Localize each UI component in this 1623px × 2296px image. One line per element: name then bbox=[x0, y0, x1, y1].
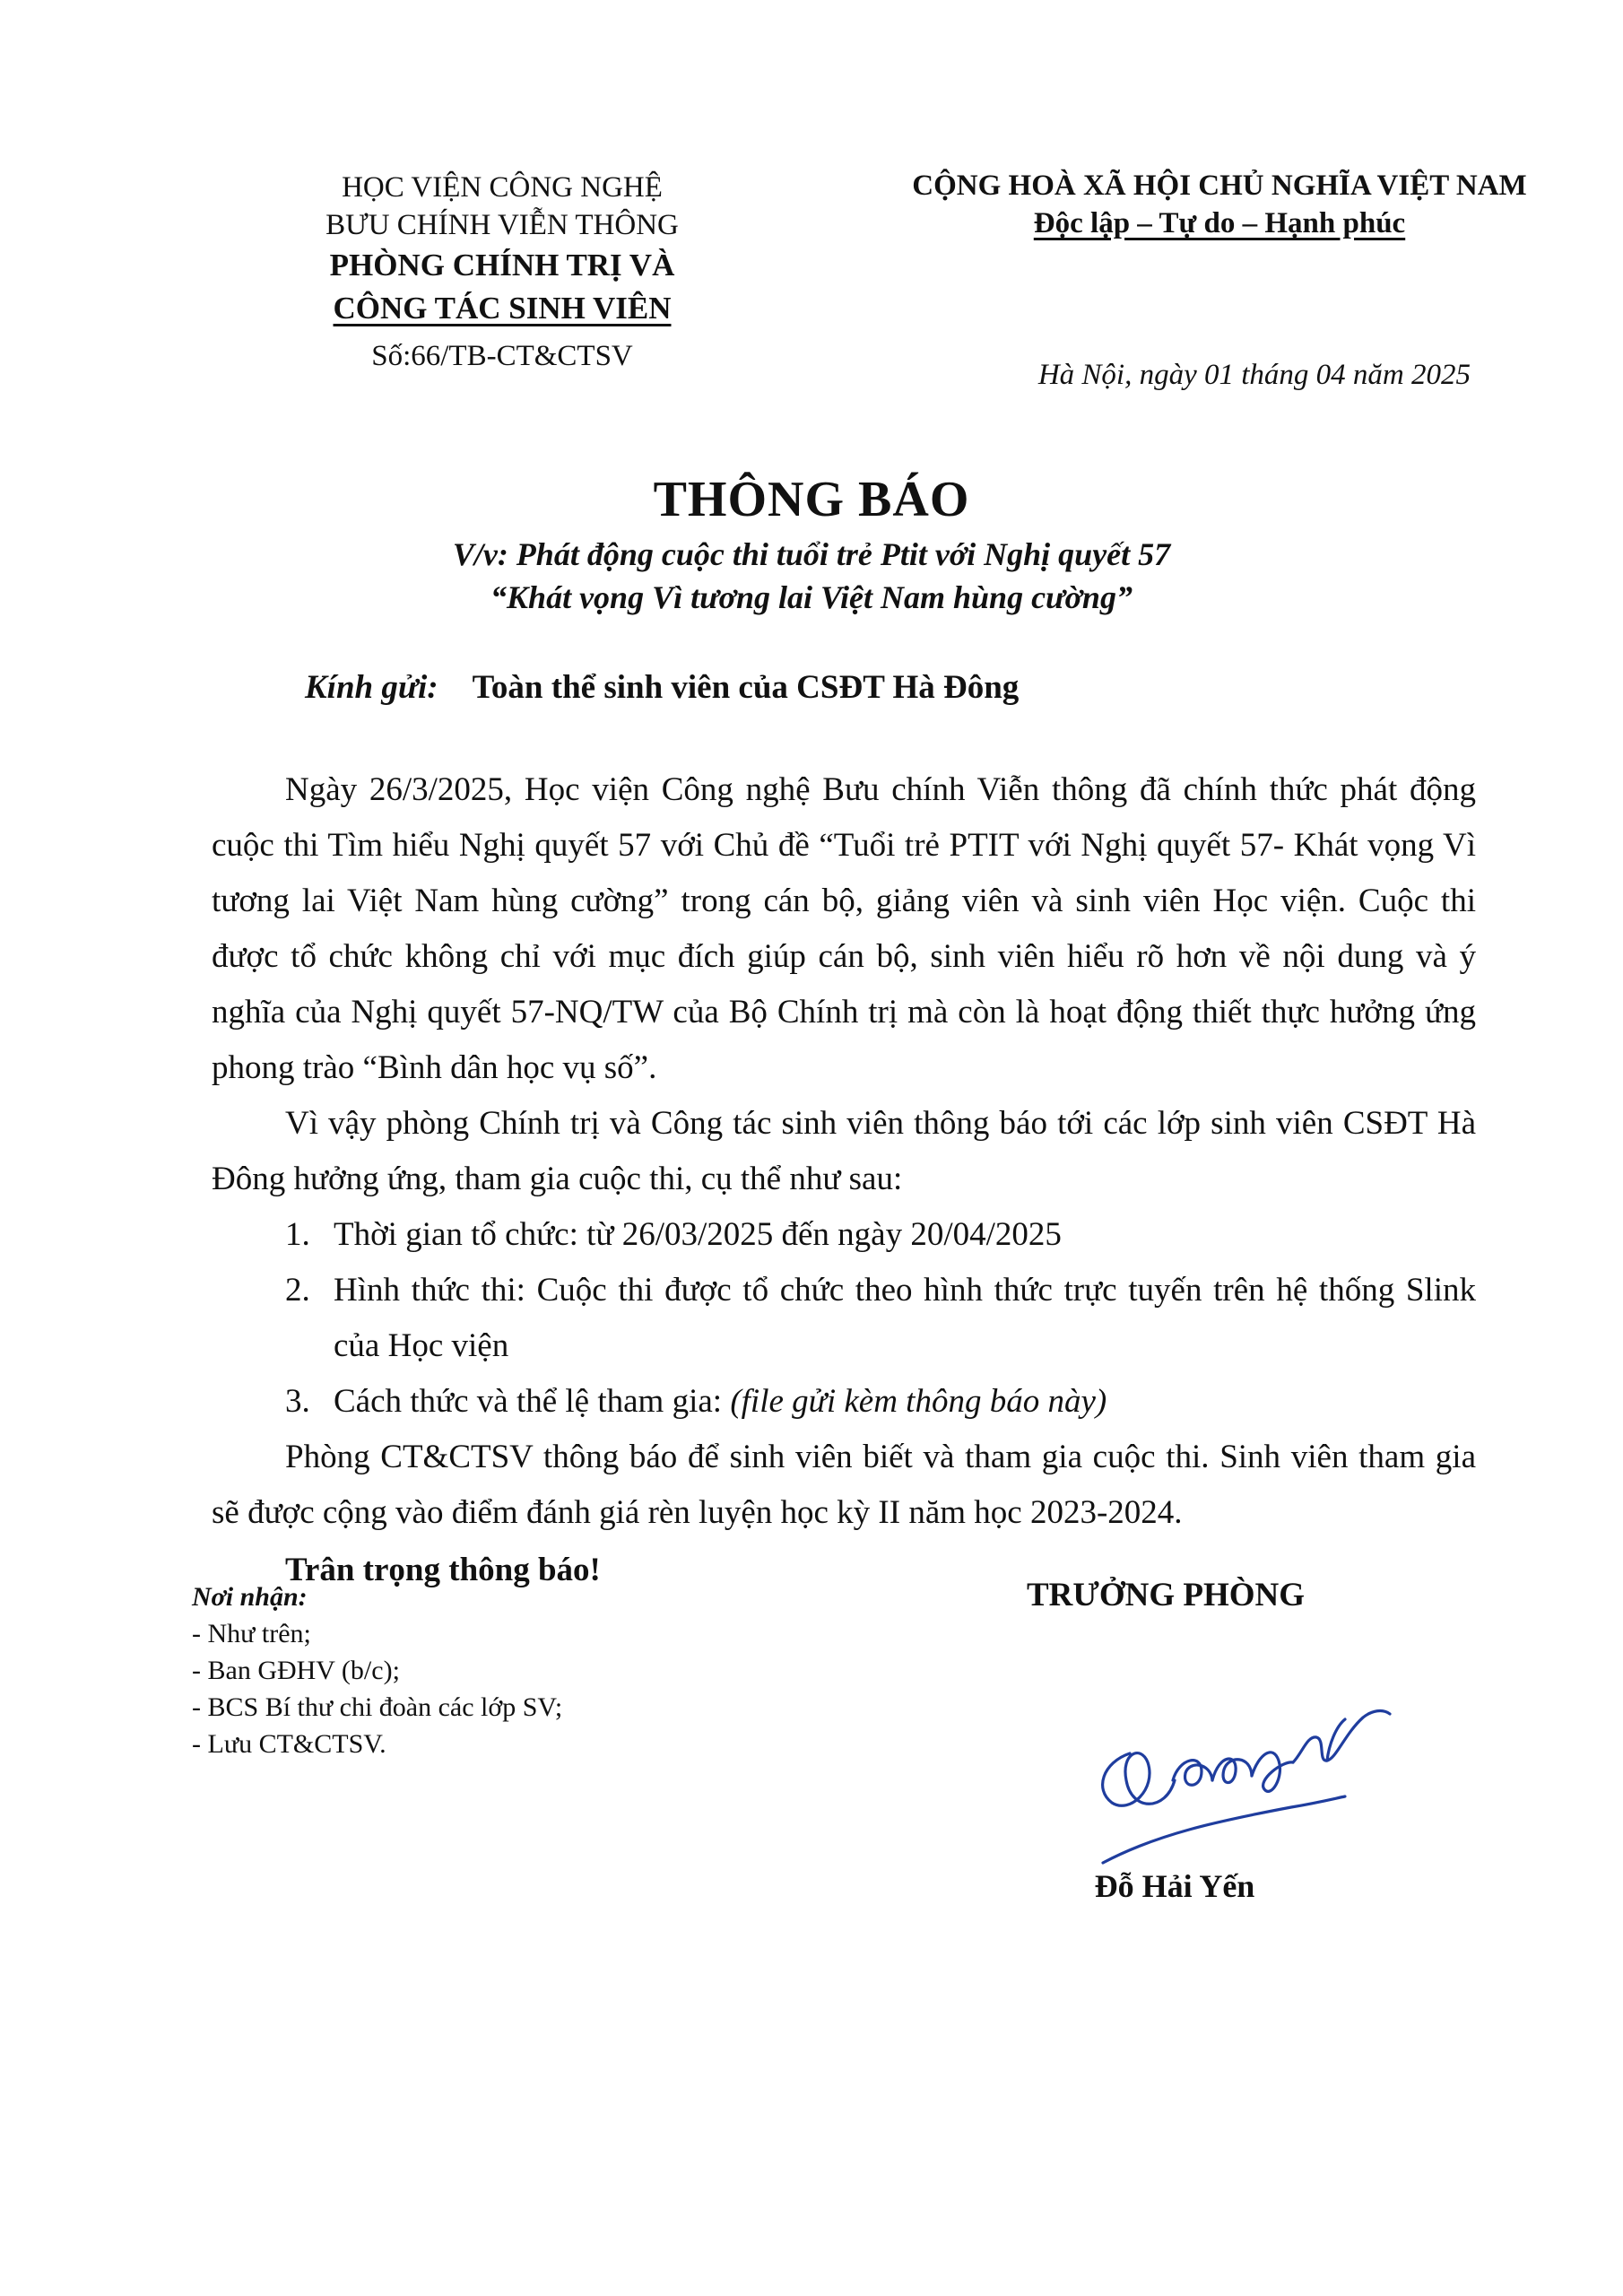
signer-name: Đỗ Hải Yến bbox=[1094, 1868, 1255, 1904]
recipient-item: - BCS Bí thư chi đoàn các lớp SV; bbox=[192, 1692, 563, 1722]
org-line-2: BƯU CHÍNH VIỄN THÔNG bbox=[325, 209, 679, 241]
document-number: Số:66/TB-CT&CTSV bbox=[371, 340, 633, 372]
issuing-organization bbox=[296, 169, 708, 375]
document-subject bbox=[0, 533, 1623, 619]
signer-title: TRƯỞNG PHÒNG bbox=[1026, 1577, 1306, 1613]
attachment-note: (file gửi kèm thông báo này) bbox=[730, 1383, 1107, 1420]
recipient-label: Kính gửi: bbox=[305, 669, 438, 706]
list-item-text: Hình thức thi: Cuộc thi được tổ chức theo hình thức trực tuyến trên hệ thống Slink của Học viện bbox=[334, 1272, 1476, 1364]
document-date: Hà Nội, ngày 01 tháng 04 năm 2025 bbox=[1037, 359, 1471, 391]
body-paragraph-2: Vì vậy phòng Chính trị và Công tác sinh viên thông báo tới các lớp sinh viên CSĐT Hà Đông hưởng ứng, tham gia cuộc thi, cụ thể như sau: bbox=[212, 1105, 1476, 1197]
list-item bbox=[212, 1207, 1476, 1263]
national-motto-wrap bbox=[879, 204, 1560, 242]
document-body bbox=[212, 762, 1476, 1598]
body-paragraph-3: Phòng CT&CTSV thông báo để sinh viên biết và tham gia cuộc thi. Sinh viên tham gia sẽ được cộng vào điểm đánh giá rèn luyện học kỳ II năm học 2023-2024. bbox=[212, 1439, 1476, 1531]
recipient-item: - Như trên; bbox=[192, 1619, 311, 1648]
list-item bbox=[212, 1374, 1476, 1430]
recipients-title: Nơi nhận: bbox=[192, 1582, 308, 1612]
national-motto: Độc lập – Tự do – Hạnh phúc bbox=[1033, 207, 1406, 239]
handwritten-signature bbox=[1067, 1655, 1408, 1870]
list-item bbox=[212, 1263, 1476, 1374]
national-name: CỘNG HOÀ XÃ HỘI CHỦ NGHĨA VIỆT NAM bbox=[912, 170, 1527, 202]
body-paragraph-1: Ngày 26/3/2025, Học viện Công nghệ Bưu chính Viễn thông đã chính thức phát động cuộc thi Tìm hiểu Nghị quyết 57 với Chủ đề “Tuổi trẻ PTIT với Nghị quyết 57- Khát vọng Vì tương lai Việt Nam hùng cường” trong cán bộ, giảng viên và sinh viên Học viện. Cuộc thi được tổ chức không chỉ với mục đích giúp cán bộ, sinh viên hiểu rõ hơn về nội dung và ý nghĩa của Nghị quyết 57-NQ/TW của Bộ Chính trị mà còn là hoạt động thiết thực hưởng ứng phong trào “Bình dân học vụ số”. bbox=[212, 771, 1476, 1086]
recipient-item: - Ban GĐHV (b/c); bbox=[192, 1656, 400, 1685]
subject-line-2: “Khát vọng Vì tương lai Việt Nam hùng cường” bbox=[490, 579, 1133, 615]
list-item-number: 2. bbox=[285, 1272, 310, 1309]
department-line-2-wrap bbox=[296, 287, 708, 330]
recipient-item: - Lưu CT&CTSV. bbox=[192, 1729, 386, 1759]
signature-drawing bbox=[1067, 1655, 1408, 1870]
list-item-number: 3. bbox=[285, 1383, 310, 1420]
subject-line-1: V/v: Phát động cuộc thi tuổi trẻ Ptit với Nghị quyết 57 bbox=[452, 536, 1171, 572]
recipients-list bbox=[192, 1578, 562, 1762]
national-header bbox=[879, 167, 1560, 242]
recipient-value: Toàn thể sinh viên của CSĐT Hà Đông bbox=[472, 669, 1020, 706]
list-item-text: Thời gian tổ chức: từ 26/03/2025 đến ngày 20/04/2025 bbox=[334, 1216, 1062, 1253]
details-list bbox=[212, 1207, 1476, 1430]
org-line-1: HỌC VIỆN CÔNG NGHỆ bbox=[342, 171, 663, 204]
closing-line: Trân trọng thông báo! bbox=[285, 1552, 601, 1588]
list-item-text: Cách thức và thể lệ tham gia: bbox=[334, 1383, 731, 1420]
document-title: THÔNG BÁO bbox=[653, 472, 970, 527]
list-item-number: 1. bbox=[285, 1216, 310, 1253]
recipient-line bbox=[305, 668, 1019, 707]
department-line-1: PHÒNG CHÍNH TRỊ VÀ bbox=[329, 248, 675, 283]
department-line-2: CÔNG TÁC SINH VIÊN bbox=[333, 291, 672, 326]
